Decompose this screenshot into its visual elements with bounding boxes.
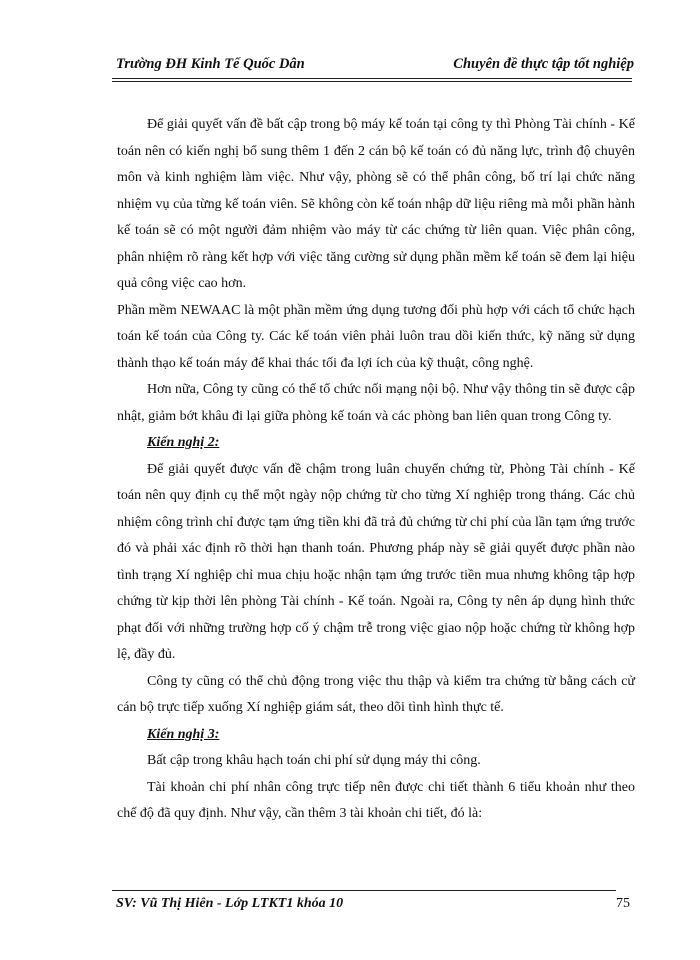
page-header [116, 54, 634, 76]
header-rule-thin [112, 81, 632, 82]
paragraph-4: Để giải quyết được vấn đề chậm trong luân chuyển chứng từ, Phòng Tài chính - Kế toán nên quy định cụ thể một ngày nộp chứng từ cho từng Xí nghiệp trong tháng. Các chủ nhiệm công trình chỉ được tạm ứng tiền khi đã trả đủ chứng từ chi phí của lần tạm ứng trước đó và phải xác định rõ thời hạn thanh toán. Phương pháp này sẽ giải quyết được phần nào tình trạng Xí nghiệp chỉ mua chịu hoặc nhận tạm ứng trước tiền mua nhưng không tập hợp chứng từ kịp thời lên phòng Tài chính - Kế toán. Ngoài ra, Công ty nên áp dụng hình thức phạt đối với những trường hợp cố ý chậm trễ trong việc giao nộp hoặc chứng từ không hợp lệ, đầy đủ. [117, 461, 635, 662]
page-number: 75 [616, 896, 630, 911]
paragraph-2: Phần mềm NEWAAC là một phần mềm ứng dụng tương đối phù hợp với cách tổ chức hạch toán kế toán của Công ty. Các kế toán viên phải luôn trau dồi kiến thức, kỹ năng sử dụng thành thạo kế toán máy để khai thác tối đa lợi ích của kỹ thuật, công nghệ. [117, 302, 635, 371]
paragraph-5: Công ty cũng có thể chủ động trong việc thu thập và kiểm tra chứng từ bằng cách cử cán bộ trực tiếp xuống Xí nghiệp giám sát, theo dõi tình hình thực tế. [117, 673, 635, 715]
paragraph-3: Hơn nữa, Công ty cũng có thể tổ chức nối mạng nội bộ. Như vậy thông tin sẽ được cập nhật, giảm bớt khâu đi lại giữa phòng kế toán và các phòng ban liên quan trong Công ty. [117, 382, 635, 424]
footer-rule [112, 890, 616, 891]
header-rule-thick [112, 78, 632, 79]
paragraph-1: Để giải quyết vấn đề bất cập trong bộ máy kế toán tại công ty thì Phòng Tài chính - Kế toán nên có kiến nghị bổ sung thêm 1 đến 2 cán bộ kế toán có đủ năng lực, trình độ chuyên môn và kinh nghiệm làm việc. Như vậy, phòng sẽ có thể phân công, bố trí lại chức năng nhiệm vụ của từng kế toán viên. Sẽ không còn kế toán nhập dữ liệu riêng mà mỗi phần hành kế toán sẽ có một người đảm nhiệm vào máy từ các chứng từ liên quan. Việc phân công, phân nhiệm rõ ràng kết hợp với việc tăng cường sử dụng phần mềm kế toán sẽ đem lại hiệu quả công việc cao hơn. [117, 117, 635, 291]
paragraph-7: Tài khoản chi phí nhân công trực tiếp nên được chi tiết thành 6 tiểu khoản như theo chế độ đã quy định. Như vậy, cần thêm 3 tài khoản chi tiết, đó là: [117, 779, 635, 821]
paragraph-6: Bất cập trong khâu hạch toán chi phí sử dụng máy thi công. [147, 753, 481, 768]
heading-recommendation-3: Kiến nghị 3: [147, 726, 220, 742]
document-body [117, 112, 635, 828]
header-report-title: Chuyên đề thực tập tốt nghiệp [453, 56, 634, 72]
footer-student: SV: Vũ Thị Hiên - Lớp LTKT1 khóa 10 [116, 896, 344, 911]
heading-recommendation-2: Kiến nghị 2: [147, 435, 220, 450]
header-school: Trường ĐH Kinh Tế Quốc Dân [116, 56, 305, 72]
